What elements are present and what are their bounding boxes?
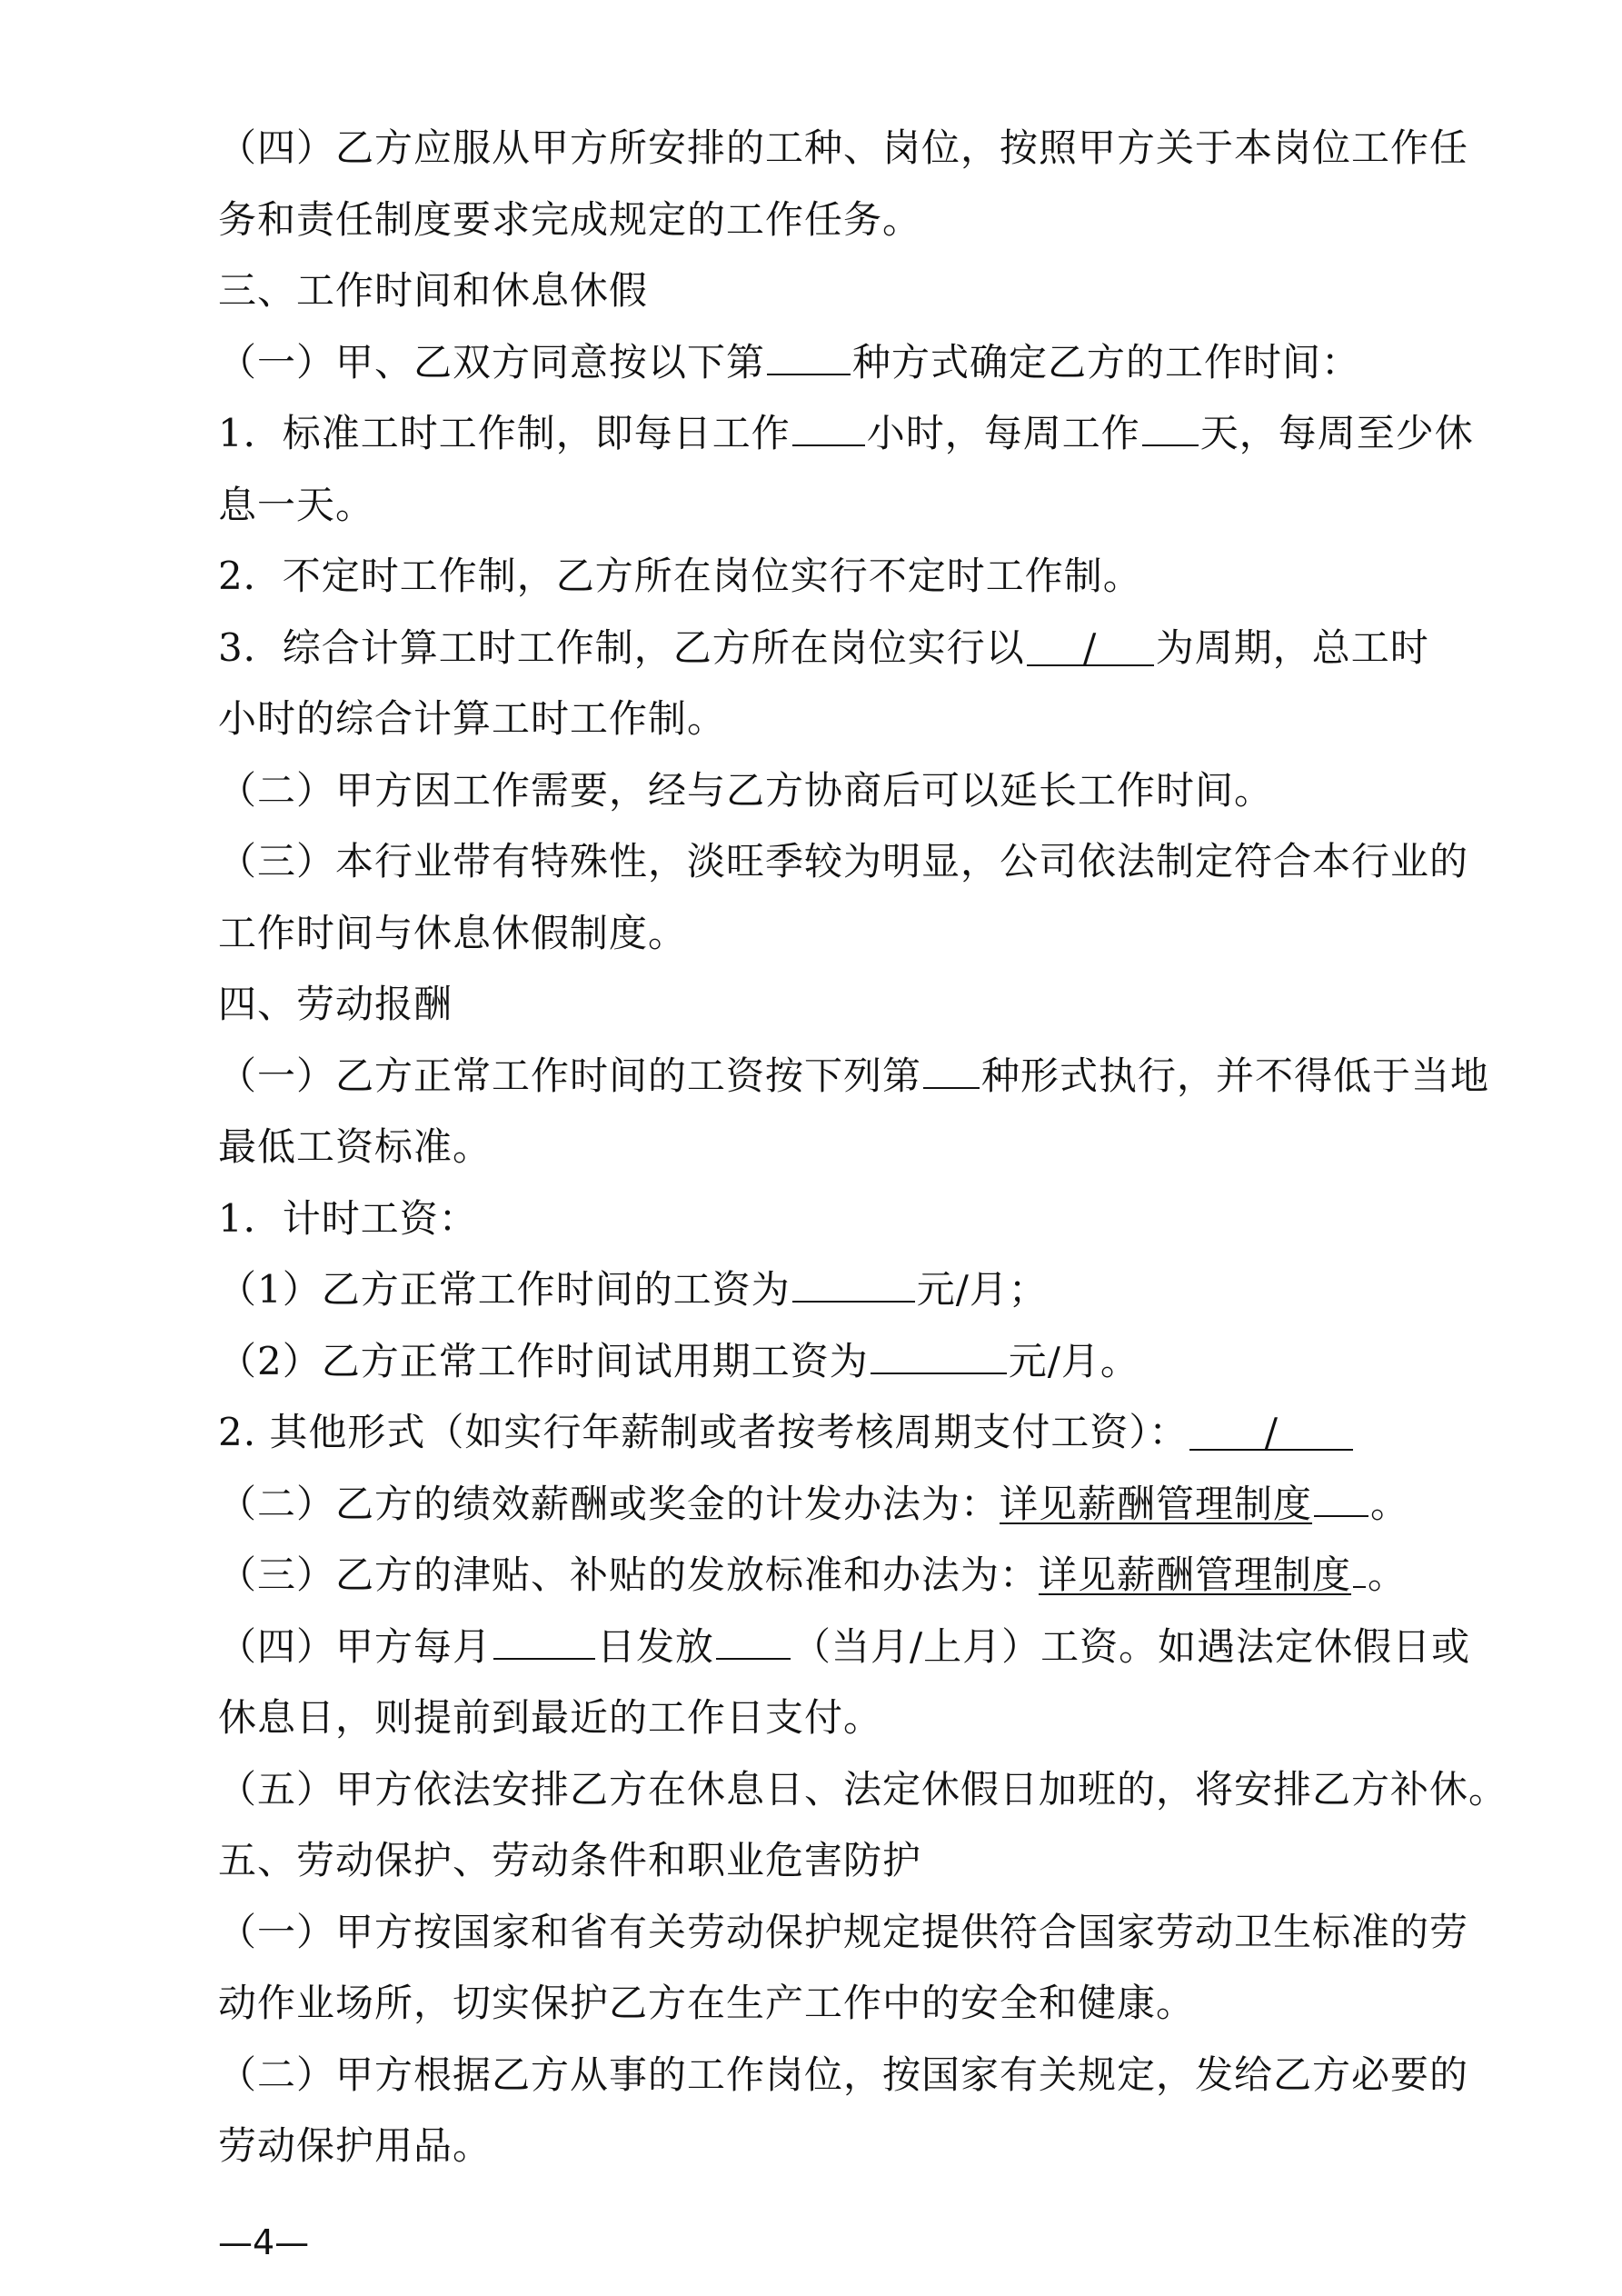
paragraph-text: 。 <box>1370 1481 1410 1526</box>
heading-text: 四、劳动报酬 <box>218 982 453 1026</box>
text-line <box>218 185 1427 256</box>
paragraph-text: 日发放 <box>597 1623 715 1669</box>
text-line <box>218 113 1469 185</box>
text-line <box>218 1254 1427 1326</box>
paragraph-text: （二）乙方的绩效薪酬或奖金的计发办法为： <box>218 1481 1000 1526</box>
fill-in-blank[interactable] <box>1314 1488 1368 1517</box>
text-line <box>218 2040 1469 2111</box>
text-line <box>218 398 1474 470</box>
paragraph-text: 1．计时工资： <box>218 1195 478 1241</box>
heading-text: 五、劳动保护、劳动条件和职业危害防护 <box>218 1838 922 1882</box>
fill-in-blank[interactable]: / <box>1189 1416 1353 1451</box>
heading-text: 三、工作时间和休息休假 <box>218 268 649 313</box>
paragraph-text: 休息日，则提前到最近的工作日支付。 <box>218 1695 883 1740</box>
text-line <box>218 826 1469 898</box>
fill-in-blank[interactable] <box>493 1625 595 1660</box>
paragraph-text: （三）本行业带有特殊性，淡旺季较为明显，公司依法制定符合本行业的 <box>218 839 1469 883</box>
text-line <box>218 898 1427 970</box>
section-heading <box>218 1825 1427 1897</box>
fill-in-blank[interactable] <box>716 1625 791 1660</box>
paragraph-text: 动作业场所，切实保护乙方在生产工作中的安全和健康。 <box>218 1981 1196 2025</box>
text-line <box>218 1469 1427 1541</box>
paragraph-text: （当月/上月）工资。如遇法定休假日或 <box>792 1623 1471 1669</box>
paragraph-text: （五）甲方依法安排乙方在休息日、法定休假日加班的，将安排乙方补休。 <box>218 1766 1508 1812</box>
paragraph-text: 2．不定时工作制，乙方所在岗位实行不定时工作制。 <box>218 554 1142 598</box>
section-heading <box>218 255 1427 327</box>
underlined-answer: 详见薪酬管理制度 <box>1000 1481 1313 1526</box>
fill-in-blank[interactable] <box>792 1268 915 1303</box>
fill-in-blank[interactable] <box>923 1054 980 1089</box>
text-line <box>218 470 1427 542</box>
paragraph-text: 小时，每周工作 <box>866 411 1140 455</box>
text-line <box>218 1041 1490 1113</box>
paragraph-text: 为周期，总工时 <box>1155 624 1429 670</box>
text-line <box>218 613 1427 684</box>
page-number: —4— <box>218 2222 310 2262</box>
paragraph-text: 工作时间与休息休假制度。 <box>218 910 688 955</box>
paragraph-text: （四）甲方每月 <box>218 1623 493 1669</box>
paragraph-text: 小时的综合计算工时工作制。 <box>218 696 727 741</box>
text-line <box>218 1682 1427 1754</box>
underlined-answer: 详见薪酬管理制度 <box>1039 1552 1352 1597</box>
text-line <box>218 1612 1471 1683</box>
paragraph-text: 种形式执行，并不得低于当地 <box>981 1053 1490 1098</box>
text-line <box>218 1326 1427 1398</box>
paragraph-text: （2）乙方正常工作时间试用期工资为 <box>218 1338 869 1383</box>
paragraph-text: 息一天。 <box>218 482 375 527</box>
contract-page <box>218 113 1508 2182</box>
paragraph-text: 1．标准工时工作制，即每日工作 <box>218 411 791 455</box>
paragraph-text: 元/月； <box>916 1267 1048 1312</box>
text-line <box>218 755 1427 827</box>
fill-in-blank[interactable] <box>792 412 865 446</box>
paragraph-text: 天，每周至少休 <box>1199 411 1474 455</box>
paragraph-text: （一）甲方按国家和省有关劳动保护规定提供符合国家劳动卫生标准的劳 <box>218 1909 1469 1954</box>
paragraph-text: 务和责任制度要求完成规定的工作任务。 <box>218 196 922 242</box>
fill-in-blank[interactable] <box>767 341 851 375</box>
paragraph-text: （四）乙方应服从甲方所安排的工种、岗位，按照甲方关于本岗位工作任 <box>218 125 1469 170</box>
paragraph-text: （三）乙方的津贴、补贴的发放标准和办法为： <box>218 1552 1040 1597</box>
paragraph-text: 3．综合计算工时工作制，乙方所在岗位实行以 <box>218 624 1025 670</box>
paragraph-text: 劳动保护用品。 <box>218 2123 493 2168</box>
text-line <box>218 1112 1427 1183</box>
paragraph-text: （一）乙方正常工作时间的工资按下列第 <box>218 1053 922 1098</box>
paragraph-text: 2. 其他形式（如实行年薪制或者按考核周期支付工资）： <box>218 1410 1189 1454</box>
paragraph-text: （二）甲方根据乙方从事的工作岗位，按国家有关规定，发给乙方必要的 <box>218 2051 1469 2097</box>
paragraph-text: （1）乙方正常工作时间的工资为 <box>218 1267 791 1312</box>
text-line <box>218 684 1427 755</box>
paragraph-text: （二）甲方因工作需要，经与乙方协商后可以延长工作时间。 <box>218 767 1274 813</box>
fill-in-blank[interactable] <box>1142 412 1199 446</box>
text-line <box>218 541 1427 613</box>
text-line <box>218 1540 1427 1612</box>
text-line <box>218 1397 1427 1469</box>
fill-in-blank[interactable] <box>871 1340 1007 1374</box>
paragraph-text: 最低工资标准。 <box>218 1124 493 1169</box>
section-heading <box>218 969 1427 1041</box>
text-line <box>218 1968 1427 2040</box>
paragraph-text: 。 <box>1368 1552 1408 1597</box>
text-line <box>218 1897 1469 1969</box>
text-line <box>218 327 1427 399</box>
fill-in-blank[interactable]: / <box>1027 632 1154 666</box>
text-line <box>218 2111 1427 2182</box>
text-line <box>218 1754 1508 1826</box>
paragraph-text: 元/月。 <box>1008 1338 1139 1383</box>
text-line <box>218 1183 1427 1255</box>
paragraph-text: （一）甲、乙双方同意按以下第 <box>218 339 766 384</box>
fill-in-blank[interactable] <box>1353 1559 1366 1588</box>
paragraph-text: 种方式确定乙方的工作时间： <box>852 339 1361 384</box>
